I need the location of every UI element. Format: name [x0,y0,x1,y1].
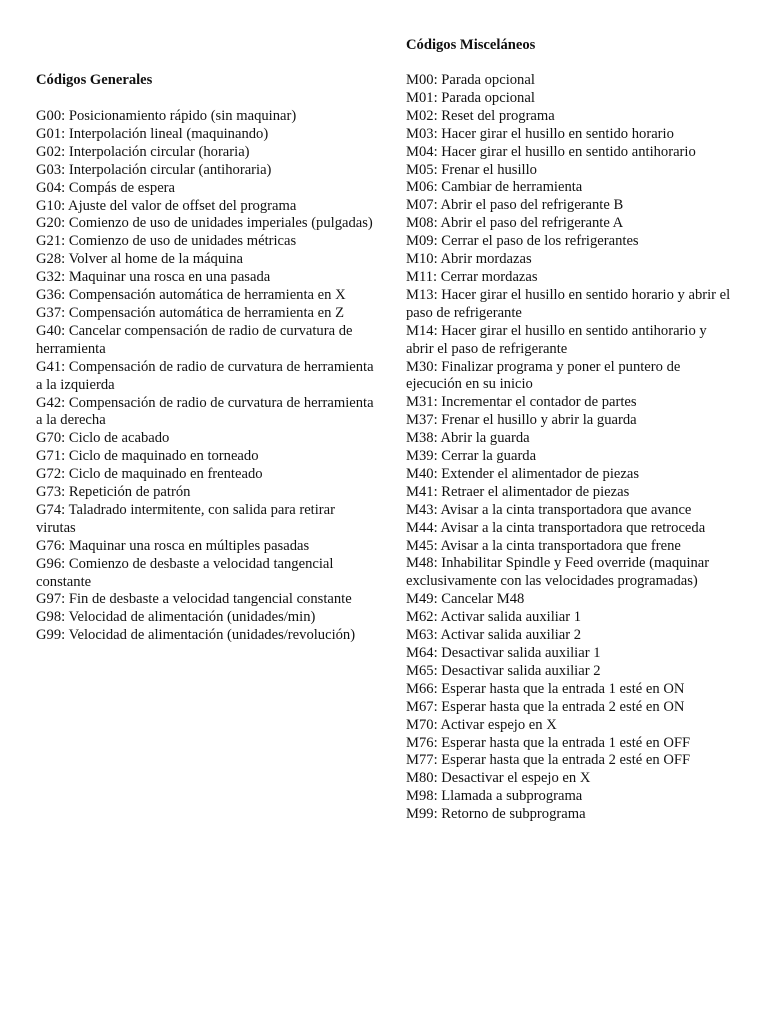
general-code-item: G71: Ciclo de maquinado en torneado [36,448,259,465]
misc-code-item: M40: Extender el alimentador de piezas [406,465,640,482]
general-code-item: G00: Posicionamiento rápido (sin maquinar) [36,108,297,124]
misc-code-item: M77: Esperar hasta que la entrada 2 esté en OFF [406,752,691,769]
misc-codes-list [406,72,736,824]
misc-code-item: M14: Hacer girar el husillo en sentido antihorario y abrir el paso de refrigerante [406,322,707,357]
misc-code-item: M07: Abrir el paso del refrigerante B [406,197,624,214]
general-code-item: G41: Compensación de radio de curvatura de herramienta a la izquierda [36,358,374,393]
general-code-item: G28: Volver al home de la máquina [36,251,243,268]
misc-code-item: M48: Inhabilitar Spindle y Feed override (maquinar exclusivamente con las velocidades programadas) [406,555,710,590]
misc-code-item: M30: Finalizar programa y poner el puntero de ejecución en su inicio [406,358,681,393]
misc-code-item: M03: Hacer girar el husillo en sentido horario [406,125,674,142]
misc-code-item: M37: Frenar el husillo y abrir la guarda [406,412,637,429]
general-code-item: G73: Repetición de patrón [36,484,191,501]
general-code-item: G01: Interpolación lineal (maquinando) [36,125,269,142]
misc-code-item: M62: Activar salida auxiliar 1 [406,609,582,626]
misc-code-item: M65: Desactivar salida auxiliar 2 [406,662,601,679]
misc-code-item: M08: Abrir el paso del refrigerante A [406,215,624,232]
misc-code-item: M39: Cerrar la guarda [406,448,537,465]
misc-code-item: M02: Reset del programa [406,107,555,124]
misc-code-item: M10: Abrir mordazas [406,251,532,268]
misc-code-item: M80: Desactivar el espejo en X [406,770,591,787]
misc-code-item: M00: Parada opcional [406,72,535,88]
general-codes-heading: Códigos Generales [36,72,153,88]
misc-code-item: M31: Incrementar el contador de partes [406,394,637,411]
misc-code-item: M76: Esperar hasta que la entrada 1 esté en OFF [406,734,691,751]
misc-code-item: M11: Cerrar mordazas [406,268,538,285]
misc-code-item: M44: Avisar a la cinta transportadora que retroceda [406,519,706,536]
misc-code-item: M13: Hacer girar el husillo en sentido horario y abrir el paso de refrigerante [406,286,731,321]
misc-code-item: M99: Retorno de subprograma [406,806,586,823]
misc-code-item: M05: Frenar el husillo [406,161,537,178]
misc-code-item: M01: Parada opcional [406,89,535,106]
misc-code-item: M64: Desactivar salida auxiliar 1 [406,645,601,661]
misc-code-item: M43: Avisar a la cinta transportadora que avance [406,501,692,518]
general-code-item: G10: Ajuste del valor de offset del programa [36,197,297,214]
general-code-item: G96: Comienzo de desbaste a velocidad tangencial constante [36,555,334,590]
general-code-item: G72: Ciclo de maquinado en frenteado [36,466,263,483]
general-code-item: G70: Ciclo de acabado [36,430,170,447]
misc-code-item: M04: Hacer girar el husillo en sentido antihorario [406,143,696,160]
misc-code-item: M63: Activar salida auxiliar 2 [406,627,582,644]
general-codes-list [36,108,376,645]
misc-code-item: M09: Cerrar el paso de los refrigerantes [406,233,639,250]
general-code-item: G02: Interpolación circular (horaria) [36,143,250,160]
general-code-item: G04: Compás de espera [36,179,176,196]
misc-code-item: M41: Retraer el alimentador de piezas [406,483,630,500]
misc-code-item: M49: Cancelar M48 [406,591,525,608]
misc-codes-heading: Códigos Misceláneos [406,37,536,53]
general-code-item: G20: Comienzo de uso de unidades imperiales (pulgadas) [36,215,373,232]
misc-code-item: M38: Abrir la guarda [406,430,530,447]
misc-code-item: M67: Esperar hasta que la entrada 2 esté en ON [406,698,685,715]
misc-code-item: M98: Llamada a subprograma [406,788,583,805]
general-code-item: G74: Taladrado intermitente, con salida para retirar virutas [36,501,335,536]
general-code-item: G40: Cancelar compensación de radio de curvatura de herramienta [36,322,353,357]
general-code-item: G76: Maquinar una rosca en múltiples pasadas [36,537,310,554]
general-code-item: G21: Comienzo de uso de unidades métricas [36,233,297,250]
general-code-item: G03: Interpolación circular (antihoraria) [36,161,272,178]
general-code-item: G36: Compensación automática de herramienta en X [36,287,346,304]
misc-code-item: M70: Activar espejo en X [406,716,557,733]
general-code-item: G98: Velocidad de alimentación (unidades/min) [36,609,316,626]
misc-code-item: M66: Esperar hasta que la entrada 1 esté en ON [406,680,685,697]
misc-code-item: M06: Cambiar de herramienta [406,179,583,196]
general-code-item: G32: Maquinar una rosca en una pasada [36,269,271,286]
general-code-item: G37: Compensación automática de herramienta en Z [36,304,344,321]
general-code-item: G42: Compensación de radio de curvatura de herramienta a la derecha [36,394,374,429]
misc-code-item: M45: Avisar a la cinta transportadora que frene [406,537,681,554]
general-code-item: G97: Fin de desbaste a velocidad tangencial constante [36,591,352,608]
general-code-item: G99: Velocidad de alimentación (unidades/revolución) [36,627,356,644]
